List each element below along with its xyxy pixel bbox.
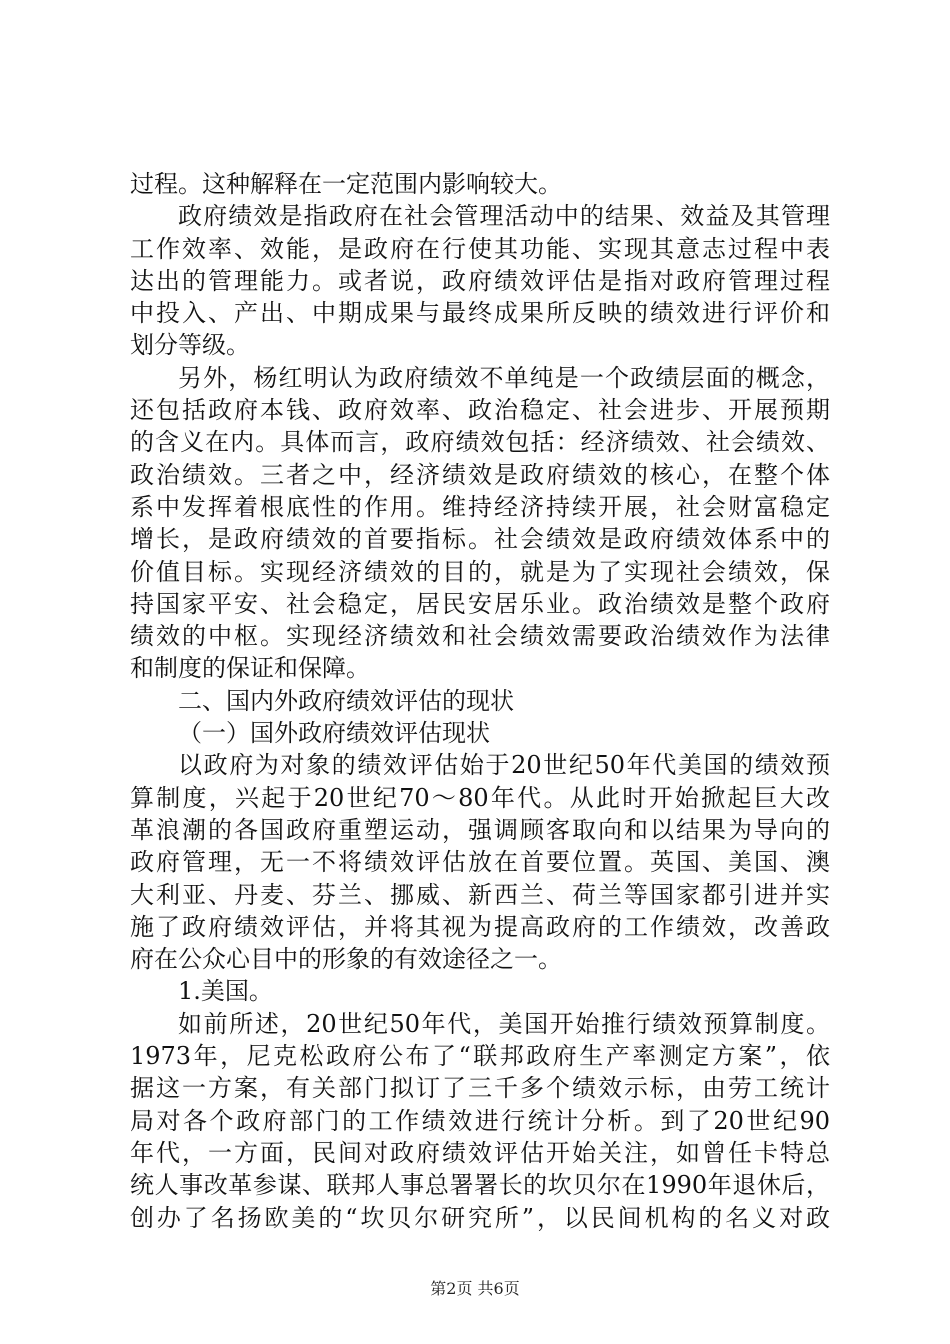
text-line: 政府绩效是指政府在社会管理活动中的结果、效益及其管理 [178,202,830,231]
text-line: （一）国外政府绩效评估现状 [178,719,490,748]
text-line: 革浪潮的各国政府重塑运动，强调顾客取向和以结果为导向的 [130,815,830,844]
text-line: 二、国内外政府绩效评估的现状 [178,686,514,715]
text-line: 系中发挥着根底性的作用。维持经济持续开展，社会财富稳定 [130,492,830,521]
text-line: 绩效的中枢。实现经济绩效和社会绩效需要政治绩效作为法律 [130,622,830,651]
text-line: 达出的管理能力。或者说，政府绩效评估是指对政府管理过程 [130,266,830,295]
text-line: 增长，是政府绩效的首要指标。社会绩效是政府绩效体系中的 [130,525,830,554]
text-line: 划分等级。 [130,331,250,360]
text-line: 另外，杨红明认为政府绩效不单纯是一个政绩层面的概念， [178,363,830,392]
text-line: 府在公众心目中的形象的有效途径之一。 [130,945,562,974]
text-line: 1973年，尼克松政府公布了“联邦政府生产率测定方案”，依 [130,1042,830,1071]
text-line: 的含义在内。具体而言，政府绩效包括：经济绩效、社会绩效、 [130,428,830,457]
page-footer: 第2页 共6页 [430,1279,520,1298]
text-line: 和制度的保证和保障。 [130,654,370,683]
text-line: 局对各个政府部门的工作绩效进行统计分析。到了20世纪90 [130,1106,830,1135]
text-line: 统人事改革参谋、联邦人事总署署长的坎贝尔在1990年退休后， [130,1171,830,1200]
text-line: 算制度，兴起于20世纪70～80年代。从此时开始掀起巨大改 [130,783,830,812]
text-line: 政府管理，无一不将绩效评估放在首要位置。英国、美国、澳 [130,848,830,877]
text-line: 持国家平安、社会稳定，居民安居乐业。政治绩效是整个政府 [130,589,830,618]
text-line: 1.美国。 [178,977,273,1006]
text-line: 中投入、产出、中期成果与最终成果所反映的绩效进行评价和 [130,299,830,328]
text-line: 还包括政府本钱、政府效率、政治稳定、社会进步、开展预期 [130,396,830,425]
text-line: 工作效率、效能，是政府在行使其功能、实现其意志过程中表 [130,234,830,263]
text-line: 年代，一方面，民间对政府绩效评估开始关注，如曾任卡特总 [130,1138,830,1167]
text-line: 据这一方案，有关部门拟订了三千多个绩效示标，由劳工统计 [130,1074,830,1103]
text-line: 价值目标。实现经济绩效的目的，就是为了实现社会绩效，保 [130,557,830,586]
text-line: 如前所述，20世纪50年代，美国开始推行绩效预算制度。 [178,1009,830,1038]
text-line: 施了政府绩效评估，并将其视为提高政府的工作绩效，改善政 [130,912,830,941]
body-text [130,168,830,1234]
text-line: 创办了名扬欧美的“坎贝尔研究所”，以民间机构的名义对政 [130,1203,830,1232]
text-line: 大利亚、丹麦、芬兰、挪威、新西兰、荷兰等国家都引进并实 [130,880,830,909]
text-line: 政治绩效。三者之中，经济绩效是政府绩效的核心，在整个体 [130,460,830,489]
text-line: 过程。这种解释在一定范围内影响较大。 [130,170,562,198]
text-line: 以政府为对象的绩效评估始于20世纪50年代美国的绩效预 [178,751,830,780]
